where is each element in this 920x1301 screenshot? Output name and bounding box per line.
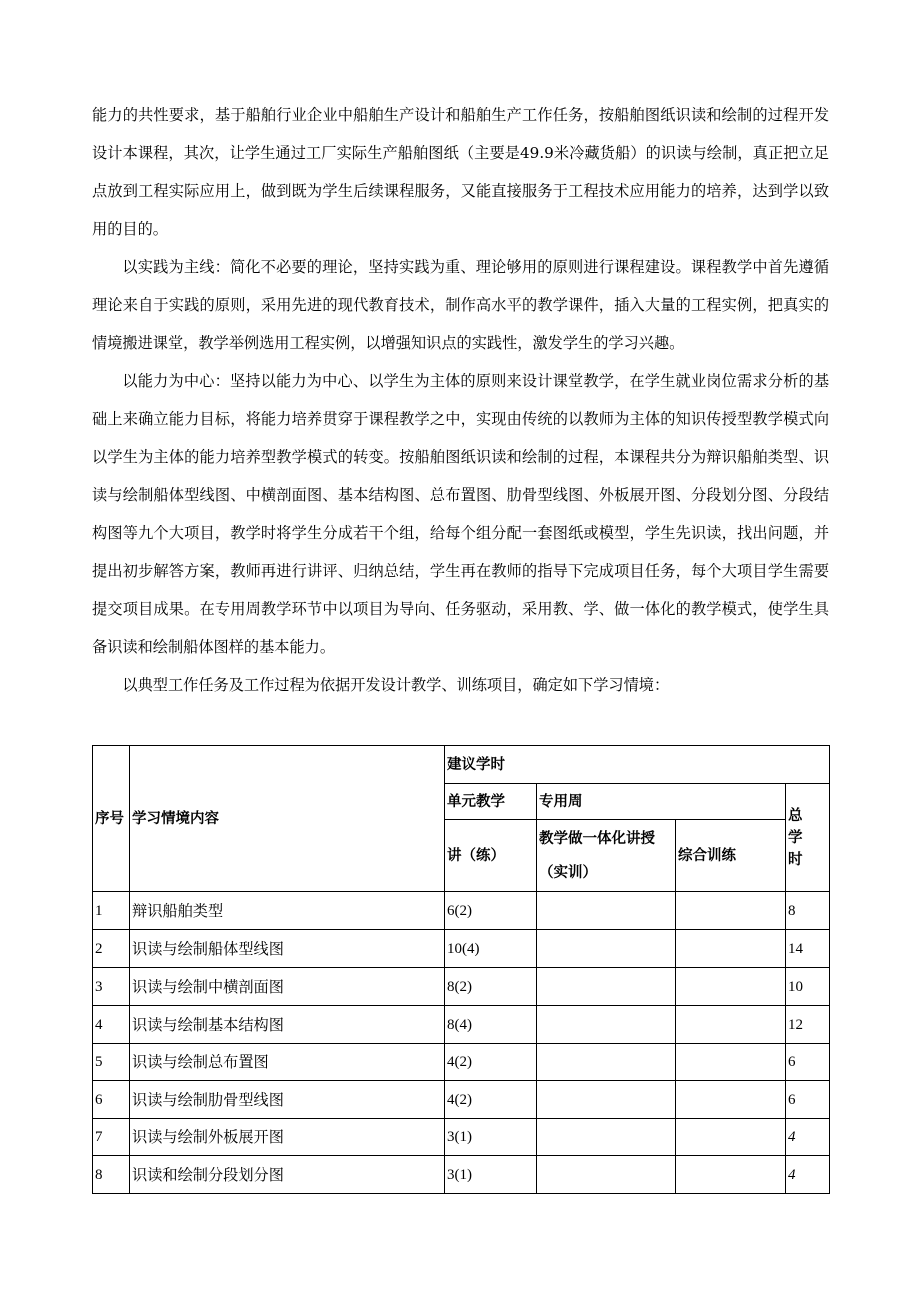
- header-total-hours: [786, 784, 830, 892]
- table-row: [93, 930, 830, 968]
- row-comprehensive: [676, 1119, 786, 1156]
- row-integrated: [537, 892, 676, 930]
- paragraph-table-intro: 以典型工作任务及工作过程为依据开发设计教学、训练项目，确定如下学习情境：: [122, 676, 670, 694]
- row-comprehensive: [676, 1156, 786, 1194]
- row-seq: 8: [93, 1156, 130, 1194]
- row-seq: 5: [93, 1044, 130, 1081]
- row-integrated: [537, 1006, 676, 1044]
- row-lecture: 8(4): [445, 1006, 537, 1044]
- row-seq: 6: [93, 1081, 130, 1119]
- paragraph-course-design: 能力的共性要求，基于船舶行业企业中船舶生产设计和船舶生产工作任务，按船舶图纸识读和绘制的过程开发设计本课程，其次，让学生通过工厂实际生产船舶图纸（主要是49.9米冷藏货船）的识读与绘制，真正把立足点放到工程实际应用上，做到既为学生后续课程服务，又能直接服务于工程技术应用能力的培养，达到学以致用的目的。: [92, 106, 829, 238]
- table-row: [93, 1044, 830, 1081]
- table-row: [93, 1081, 830, 1119]
- row-lecture: 3(1): [445, 1156, 537, 1194]
- row-lecture: 3(1): [445, 1119, 537, 1156]
- paragraph-ability-center: 以能力为中心：坚持以能力为中心、以学生为主体的原则来设计课堂教学，在学生就业岗位需求分析的基础上来确立能力目标，将能力培养贯穿于课程教学之中，实现由传统的以教师为主体的知识传授型教学模式向以学生为主体的能力培养型教学模式的转变。按船舶图纸识读和绘制的过程，本课程共分为辩识船舶类型、识读与绘制船体型线图、中横剖面图、基本结构图、总布置图、肋骨型线图、外板展开图、分段划分图、分段结构图等九个大项目，教学时将学生分成若干个组，给每个组分配一套图纸或模型，学生先识读，找出问题，并提出初步解答方案，教师再进行讲评、归纳总结，学生再在教师的指导下完成项目任务，每个大项目学生需要提交项目成果。在专用周教学环节中以项目为导向、任务驱动，采用教、学、做一体化的教学模式，使学生具备识读和绘制船体图样的基本能力。: [92, 372, 829, 656]
- row-comprehensive: [676, 1006, 786, 1044]
- document-body: [92, 96, 829, 704]
- row-total: 12: [786, 1006, 830, 1044]
- header-integrated-line1: 教学做一体化讲授: [539, 830, 655, 847]
- row-integrated: [537, 968, 676, 1006]
- row-integrated: [537, 1119, 676, 1156]
- header-total-char-2: 学: [788, 829, 803, 846]
- table-row: [93, 1006, 830, 1044]
- header-seq: 序号: [93, 746, 130, 892]
- row-integrated: [537, 1081, 676, 1119]
- row-lecture: 8(2): [445, 968, 537, 1006]
- table-row: [93, 1156, 830, 1194]
- table-row: [93, 968, 830, 1006]
- row-comprehensive: [676, 1044, 786, 1081]
- row-content: 识读和绘制分段划分图: [130, 1156, 445, 1194]
- row-total: 4: [786, 1156, 830, 1194]
- row-comprehensive: [676, 1081, 786, 1119]
- row-content: 识读与绘制总布置图: [130, 1044, 445, 1081]
- row-lecture: 10(4): [445, 930, 537, 968]
- row-comprehensive: [676, 968, 786, 1006]
- header-integrated-line2: （实训）: [539, 864, 597, 881]
- row-total: 6: [786, 1044, 830, 1081]
- table-row: [93, 1119, 830, 1156]
- row-content: 识读与绘制基本结构图: [130, 1006, 445, 1044]
- row-seq: 4: [93, 1006, 130, 1044]
- header-lecture: 讲（练）: [445, 820, 537, 892]
- row-seq: 1: [93, 892, 130, 930]
- header-content: 学习情境内容: [130, 746, 445, 892]
- row-total: 4: [786, 1119, 830, 1156]
- header-unit-teaching: 单元教学: [445, 784, 537, 820]
- row-lecture: 4(2): [445, 1081, 537, 1119]
- row-total: 14: [786, 930, 830, 968]
- row-total: 6: [786, 1081, 830, 1119]
- paragraph-practice-mainline: 以实践为主线：简化不必要的理论，坚持实践为重、理论够用的原则进行课程建设。课程教学中首先遵循理论来自于实践的原则，采用先进的现代教育技术，制作高水平的教学课件，插入大量的工程实例，把真实的情境搬进课堂，教学举例选用工程实例，以增强知识点的实践性，激发学生的学习兴趣。: [92, 258, 829, 352]
- row-comprehensive: [676, 892, 786, 930]
- row-integrated: [537, 1044, 676, 1081]
- header-total-char-1: 总: [788, 807, 803, 824]
- learning-situation-table: [92, 745, 830, 1194]
- row-integrated: [537, 930, 676, 968]
- header-suggested-hours: 建议学时: [445, 746, 830, 784]
- row-seq: 3: [93, 968, 130, 1006]
- row-total: 8: [786, 892, 830, 930]
- row-seq: 7: [93, 1119, 130, 1156]
- row-content: 识读与绘制船体型线图: [130, 930, 445, 968]
- row-lecture: 6(2): [445, 892, 537, 930]
- row-total: 10: [786, 968, 830, 1006]
- row-content: 识读与绘制中横剖面图: [130, 968, 445, 1006]
- header-special-week: 专用周: [537, 784, 786, 820]
- row-integrated: [537, 1156, 676, 1194]
- row-content: 辩识船舶类型: [130, 892, 445, 930]
- row-comprehensive: [676, 930, 786, 968]
- row-content: 识读与绘制肋骨型线图: [130, 1081, 445, 1119]
- row-lecture: 4(2): [445, 1044, 537, 1081]
- row-content: 识读与绘制外板展开图: [130, 1119, 445, 1156]
- header-total-char-3: 时: [788, 851, 803, 868]
- table-row: [93, 892, 830, 930]
- header-integrated: [537, 820, 676, 892]
- row-seq: 2: [93, 930, 130, 968]
- header-comprehensive: 综合训练: [676, 820, 786, 892]
